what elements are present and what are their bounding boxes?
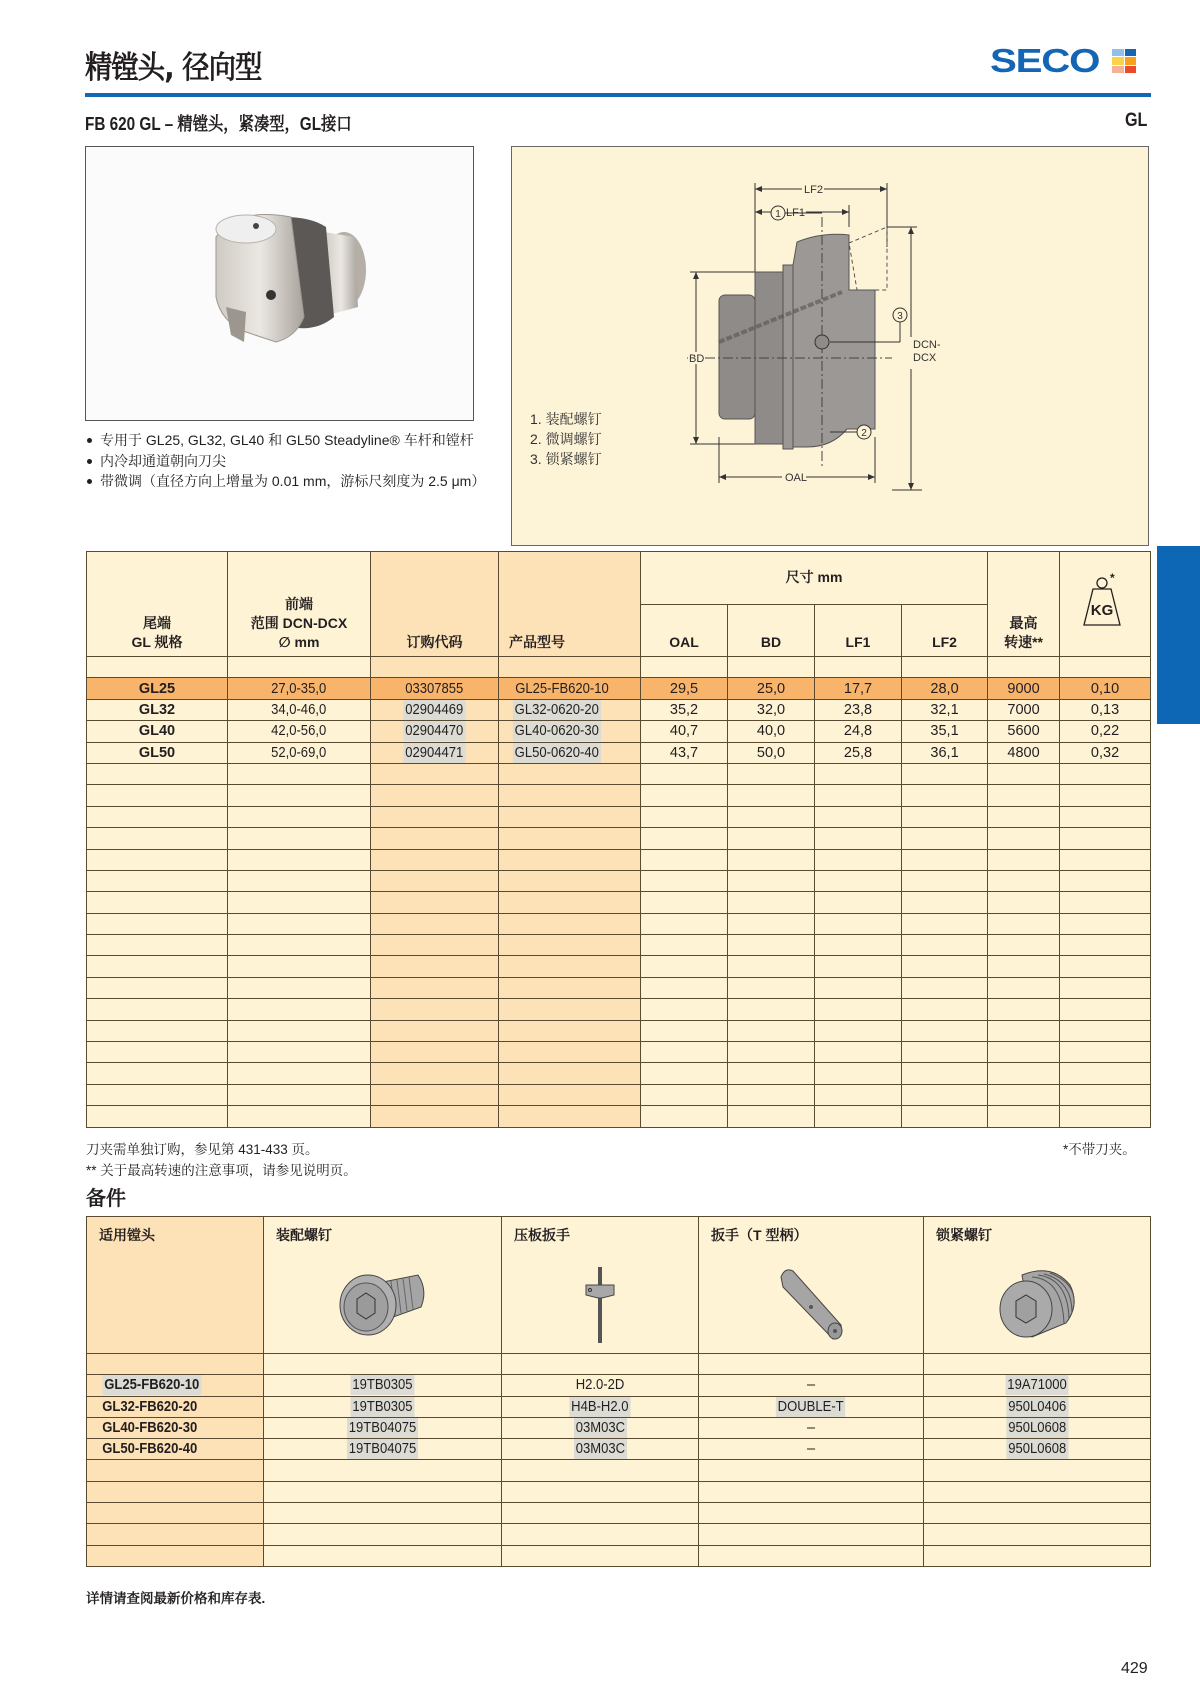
- footnote-weight: *不带刀夹。: [1063, 1142, 1136, 1157]
- empty-row: [87, 806, 1151, 827]
- empty-row: [87, 1524, 1151, 1545]
- empty-rows: [87, 1460, 1151, 1566]
- empty-row: [87, 1545, 1151, 1566]
- accessory-row[interactable]: GL25-FB620-10 19TB0305 H2.0-2D – 19A71000: [87, 1375, 1151, 1396]
- table-row[interactable]: GL50 52,0-69,0 02904471 GL50-0620-40 43,7 50,0 25,8 36,1 4800 0,32: [87, 742, 1151, 763]
- empty-row: [87, 763, 1151, 784]
- legend-item: 1. 装配螺钉: [530, 411, 602, 427]
- col-applicable-head: 适用镗头: [87, 1217, 264, 1354]
- accessory-row[interactable]: GL50-FB620-40 19TB04075 03M03C – 950L0608: [87, 1439, 1151, 1460]
- table-row[interactable]: GL25 27,0-35,0 03307855 GL25-FB620-10 29,5 25,0 17,7 28,0 9000 0,10: [87, 678, 1151, 699]
- svg-text:*: *: [1110, 573, 1115, 585]
- col-lf2: LF2: [902, 604, 988, 657]
- legend-item: 2. 微调螺钉: [530, 431, 602, 447]
- lock-screw-icon: [992, 1265, 1082, 1345]
- spacer-row: [87, 1354, 1151, 1375]
- product-photo: [85, 146, 474, 421]
- technical-drawing: [512, 147, 1148, 545]
- empty-row: [87, 1020, 1151, 1041]
- section-tab: [1157, 546, 1200, 724]
- feature-item: 专用于 GL25, GL32, GL40 和 GL50 Steadyline® 车杆和镗杆: [85, 430, 485, 451]
- assembly-screw-icon: [333, 1265, 433, 1345]
- legend-item: 3. 锁紧螺钉: [530, 451, 602, 467]
- accessories-table: [86, 1216, 1151, 1567]
- boring-head-image: [86, 147, 473, 420]
- col-key: 压板扳手: [502, 1217, 699, 1354]
- empty-row: [87, 999, 1151, 1020]
- t-wrench-icon: [771, 1265, 851, 1345]
- col-shank: 尾端 GL 规格: [87, 552, 228, 657]
- svg-text:DCX: DCX: [913, 352, 937, 364]
- col-bd: BD: [728, 604, 815, 657]
- svg-text:LF2: LF2: [804, 184, 823, 196]
- svg-text:DCN-: DCN-: [913, 339, 941, 351]
- accessories-heading: 备件: [86, 1186, 126, 1210]
- callout-legend: [530, 409, 602, 469]
- dimension-diagram: [511, 146, 1149, 546]
- col-t-wrench: 扳手（T 型柄）: [699, 1217, 924, 1354]
- empty-row: [87, 1106, 1151, 1127]
- footer-note: 详情请查阅最新价格和库存表.: [86, 1591, 266, 1606]
- empty-row: [87, 870, 1151, 891]
- svg-text:1: 1: [775, 209, 781, 220]
- spacer-row: [87, 657, 1151, 678]
- logo-mark-icon: [1112, 49, 1136, 73]
- empty-row: [87, 913, 1151, 934]
- accessory-row[interactable]: GL40-FB620-30 19TB04075 03M03C – 950L0608: [87, 1417, 1151, 1438]
- interface-tag: GL: [1125, 110, 1148, 131]
- empty-row: [87, 892, 1151, 913]
- footnote-speed: ** 关于最高转速的注意事项，请参见说明页。: [86, 1163, 357, 1178]
- svg-text:2: 2: [861, 428, 867, 439]
- empty-row: [87, 828, 1151, 849]
- empty-row: [87, 935, 1151, 956]
- empty-rows: [87, 763, 1151, 1127]
- col-dimensions-group: 尺寸 mm: [641, 552, 988, 605]
- empty-row: [87, 1084, 1151, 1105]
- col-order-code: 订购代码: [371, 552, 499, 657]
- empty-row: [87, 1460, 1151, 1481]
- col-range: 前端 范围 DCN-DCX ∅ mm: [228, 552, 371, 657]
- accessory-row[interactable]: GL32-FB620-20 19TB0305 H4B-H2.0 DOUBLE-T 950L0406: [87, 1396, 1151, 1417]
- svg-text:KG: KG: [1090, 602, 1114, 619]
- page-number: 429: [1121, 1660, 1148, 1677]
- svg-text:3: 3: [897, 311, 903, 322]
- product-subtitle: FB 620 GL – 精镗头，紧凑型，GL接口: [85, 114, 352, 134]
- empty-row: [87, 1503, 1151, 1524]
- feature-item: 内冷却通道朝向刀尖: [85, 451, 485, 472]
- col-lock-screw: 锁紧螺钉: [924, 1217, 1151, 1354]
- col-oal: OAL: [641, 604, 728, 657]
- key-wrench-icon: [580, 1265, 620, 1345]
- header-rule: [85, 93, 1151, 97]
- col-assembly-screw: 装配螺钉: [264, 1217, 502, 1354]
- feature-list: [85, 430, 485, 492]
- empty-row: [87, 849, 1151, 870]
- col-weight: [1060, 552, 1151, 657]
- svg-text:OAL: OAL: [785, 472, 808, 484]
- table-row[interactable]: GL40 42,0-56,0 02904470 GL40-0620-30 40,7 40,0 24,8 35,1 5600 0,22: [87, 721, 1151, 742]
- svg-text:BD: BD: [689, 353, 705, 365]
- col-product-type: 产品型号: [499, 552, 641, 657]
- weight-kg-icon: [1080, 573, 1130, 631]
- col-max-speed: 最高 转速**: [988, 552, 1060, 657]
- product-table: [86, 551, 1151, 1128]
- feature-item: 带微调（直径方向上增量为 0.01 mm，游标尺刻度为 2.5 μm）: [85, 471, 485, 492]
- empty-row: [87, 1481, 1151, 1502]
- empty-row: [87, 1063, 1151, 1084]
- svg-text:LF1: LF1: [786, 207, 805, 219]
- empty-row: [87, 785, 1151, 806]
- seco-logo: [990, 42, 1100, 79]
- table-row[interactable]: GL32 34,0-46,0 02904469 GL32-0620-20 35,2 32,0 23,8 32,1 7000 0,13: [87, 699, 1151, 720]
- col-lf1: LF1: [815, 604, 902, 657]
- brand-name: SECO: [990, 42, 1100, 79]
- empty-row: [87, 956, 1151, 977]
- footnote-holder: 刀夹需单独订购，参见第 431-433 页。: [86, 1142, 319, 1157]
- page-title: 精镗头, 径向型: [85, 50, 262, 86]
- empty-row: [87, 1042, 1151, 1063]
- empty-row: [87, 977, 1151, 998]
